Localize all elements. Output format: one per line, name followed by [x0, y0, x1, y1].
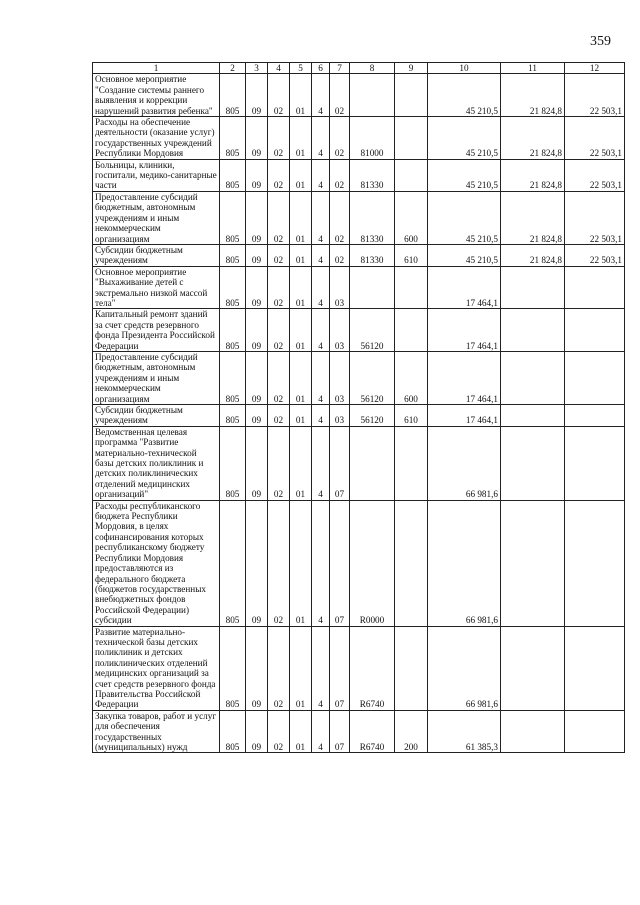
row-cell-c3: 09	[246, 405, 268, 427]
table-row	[93, 74, 625, 117]
row-cell-c12	[565, 405, 625, 427]
row-cell-c5: 01	[290, 500, 312, 626]
row-cell-c2: 805	[220, 159, 246, 191]
row-cell-c10: 17 464,1	[428, 405, 501, 427]
row-cell-c9: 200	[395, 710, 428, 753]
row-cell-c8: 81330	[350, 244, 395, 266]
row-cell-c3: 09	[246, 309, 268, 352]
row-cell-c8	[350, 74, 395, 117]
row-cell-c12	[565, 309, 625, 352]
row-name-cell: Предоставление субсидий бюджетным, автономным учреждениям и иным некоммерческим организациям	[93, 351, 220, 404]
row-cell-c12	[565, 426, 625, 500]
row-cell-c7: 07	[330, 426, 350, 500]
header-col-5: 5	[290, 63, 312, 74]
row-name-cell: Основное мероприятие "Создание системы раннего выявления и коррекции нарушений развития ребенка"	[93, 74, 220, 117]
row-cell-c11: 21 824,8	[501, 74, 565, 117]
header-col-10: 10	[428, 63, 501, 74]
row-cell-c9	[395, 266, 428, 309]
row-cell-c12	[565, 351, 625, 404]
row-cell-c5: 01	[290, 426, 312, 500]
row-cell-c3: 09	[246, 159, 268, 191]
row-cell-c5: 01	[290, 626, 312, 710]
row-name-cell: Предоставление субсидий бюджетным, автономным учреждениям и иным некоммерческим организациям	[93, 191, 220, 244]
row-cell-c10: 66 981,6	[428, 626, 501, 710]
row-cell-c9: 600	[395, 351, 428, 404]
row-cell-c12: 22 503,1	[565, 244, 625, 266]
row-cell-c6: 4	[312, 710, 330, 753]
table-row	[93, 191, 625, 244]
header-col-6: 6	[312, 63, 330, 74]
row-cell-c7: 02	[330, 74, 350, 117]
row-cell-c8: 81000	[350, 117, 395, 160]
row-cell-c2: 805	[220, 74, 246, 117]
row-cell-c8: 81330	[350, 159, 395, 191]
row-cell-c5: 01	[290, 309, 312, 352]
row-cell-c7: 03	[330, 266, 350, 309]
row-cell-c3: 09	[246, 351, 268, 404]
row-cell-c10: 61 385,3	[428, 710, 501, 753]
budget-table	[92, 62, 625, 753]
row-cell-c9	[395, 74, 428, 117]
row-cell-c8: R6740	[350, 710, 395, 753]
row-cell-c10: 45 210,5	[428, 244, 501, 266]
row-cell-c10: 45 210,5	[428, 74, 501, 117]
row-cell-c9: 610	[395, 244, 428, 266]
row-cell-c3: 09	[246, 626, 268, 710]
row-cell-c4: 02	[268, 626, 290, 710]
row-cell-c6: 4	[312, 74, 330, 117]
row-cell-c10: 66 981,6	[428, 426, 501, 500]
row-cell-c12	[565, 710, 625, 753]
row-cell-c7: 07	[330, 710, 350, 753]
row-cell-c10: 45 210,5	[428, 117, 501, 160]
row-cell-c5: 01	[290, 159, 312, 191]
row-cell-c4: 02	[268, 405, 290, 427]
row-cell-c12: 22 503,1	[565, 159, 625, 191]
row-cell-c6: 4	[312, 405, 330, 427]
row-cell-c2: 805	[220, 244, 246, 266]
row-cell-c9: 610	[395, 405, 428, 427]
row-name-cell: Субсидии бюджетным учреждениям	[93, 244, 220, 266]
row-cell-c3: 09	[246, 500, 268, 626]
row-cell-c12	[565, 626, 625, 710]
row-cell-c8: 56120	[350, 309, 395, 352]
row-cell-c4: 02	[268, 191, 290, 244]
row-cell-c8: 56120	[350, 351, 395, 404]
row-cell-c7: 03	[330, 309, 350, 352]
row-cell-c6: 4	[312, 500, 330, 626]
row-cell-c6: 4	[312, 117, 330, 160]
row-cell-c8: 81330	[350, 191, 395, 244]
row-cell-c12: 22 503,1	[565, 74, 625, 117]
row-cell-c4: 02	[268, 426, 290, 500]
row-cell-c6: 4	[312, 351, 330, 404]
row-cell-c4: 02	[268, 309, 290, 352]
row-cell-c10: 17 464,1	[428, 309, 501, 352]
row-cell-c10: 17 464,1	[428, 351, 501, 404]
row-cell-c4: 02	[268, 74, 290, 117]
table-row	[93, 244, 625, 266]
table-row	[93, 351, 625, 404]
row-cell-c11	[501, 500, 565, 626]
row-cell-c10: 45 210,5	[428, 191, 501, 244]
row-cell-c8: R6740	[350, 626, 395, 710]
row-name-cell: Развитие материально-технической базы детских поликлиник и детских поликлинических отделений медицинских организаций за счет средств резервного фонда Правительства Российской Федерации	[93, 626, 220, 710]
row-cell-c11	[501, 351, 565, 404]
row-cell-c3: 09	[246, 426, 268, 500]
row-cell-c12	[565, 500, 625, 626]
row-cell-c6: 4	[312, 191, 330, 244]
row-cell-c2: 805	[220, 710, 246, 753]
row-cell-c9	[395, 159, 428, 191]
row-cell-c5: 01	[290, 74, 312, 117]
row-cell-c10: 17 464,1	[428, 266, 501, 309]
row-cell-c8: 56120	[350, 405, 395, 427]
row-cell-c7: 02	[330, 117, 350, 160]
row-cell-c5: 01	[290, 117, 312, 160]
row-cell-c2: 805	[220, 500, 246, 626]
row-name-cell: Больницы, клиники, госпитали, медико-санитарные части	[93, 159, 220, 191]
table-row	[93, 159, 625, 191]
row-cell-c11: 21 824,8	[501, 191, 565, 244]
row-name-cell: Закупка товаров, работ и услуг для обеспечения государственных (муниципальных) нужд	[93, 710, 220, 753]
row-name-cell: Ведомственная целевая программа "Развитие материально-технической базы детских поликлиник и детских поликлинических отделений медицинских организаций"	[93, 426, 220, 500]
row-cell-c5: 01	[290, 351, 312, 404]
row-cell-c2: 805	[220, 405, 246, 427]
row-cell-c12: 22 503,1	[565, 191, 625, 244]
row-cell-c3: 09	[246, 191, 268, 244]
row-cell-c6: 4	[312, 159, 330, 191]
row-cell-c10: 45 210,5	[428, 159, 501, 191]
row-cell-c8: R0000	[350, 500, 395, 626]
table-row	[93, 626, 625, 710]
row-cell-c5: 01	[290, 191, 312, 244]
row-cell-c7: 03	[330, 405, 350, 427]
row-name-cell: Капитальный ремонт зданий за счет средств резервного фонда Президента Российской Федерации	[93, 309, 220, 352]
page-number: 359	[590, 34, 611, 49]
header-col-1: 1	[93, 63, 220, 74]
header-col-3: 3	[246, 63, 268, 74]
header-col-4: 4	[268, 63, 290, 74]
row-name-cell: Расходы на обеспечение деятельности (оказание услуг) государственных учреждений Республики Мордовия	[93, 117, 220, 160]
row-cell-c9	[395, 426, 428, 500]
row-cell-c9: 600	[395, 191, 428, 244]
row-cell-c5: 01	[290, 244, 312, 266]
row-cell-c3: 09	[246, 74, 268, 117]
row-cell-c5: 01	[290, 266, 312, 309]
row-cell-c9	[395, 309, 428, 352]
row-cell-c7: 02	[330, 244, 350, 266]
row-cell-c6: 4	[312, 309, 330, 352]
row-cell-c5: 01	[290, 710, 312, 753]
table-row	[93, 266, 625, 309]
table-row	[93, 405, 625, 427]
row-cell-c9	[395, 117, 428, 160]
row-cell-c11: 21 824,8	[501, 244, 565, 266]
header-col-2: 2	[220, 63, 246, 74]
row-cell-c11	[501, 626, 565, 710]
row-cell-c4: 02	[268, 244, 290, 266]
row-cell-c9	[395, 626, 428, 710]
row-cell-c3: 09	[246, 244, 268, 266]
table-row	[93, 309, 625, 352]
table-row	[93, 117, 625, 160]
row-cell-c2: 805	[220, 626, 246, 710]
row-cell-c11	[501, 405, 565, 427]
table-row	[93, 426, 625, 500]
row-cell-c5: 01	[290, 405, 312, 427]
row-cell-c6: 4	[312, 266, 330, 309]
row-cell-c7: 07	[330, 626, 350, 710]
row-cell-c11	[501, 309, 565, 352]
row-cell-c8	[350, 426, 395, 500]
row-cell-c8	[350, 266, 395, 309]
row-cell-c12	[565, 266, 625, 309]
row-cell-c4: 02	[268, 117, 290, 160]
row-cell-c4: 02	[268, 159, 290, 191]
row-cell-c12: 22 503,1	[565, 117, 625, 160]
row-cell-c2: 805	[220, 351, 246, 404]
row-cell-c4: 02	[268, 351, 290, 404]
table-row	[93, 500, 625, 626]
row-cell-c11: 21 824,8	[501, 159, 565, 191]
row-cell-c4: 02	[268, 710, 290, 753]
row-name-cell: Расходы республиканского бюджета Республики Мордовия, в целях софинансирования которых республиканскому бюджету Республики Мордовия предоставляются из федерального бюджета (бюджетов государственных внебюджетных фондов Российской Федерации) субсидии	[93, 500, 220, 626]
row-cell-c11: 21 824,8	[501, 117, 565, 160]
row-cell-c4: 02	[268, 266, 290, 309]
row-name-cell: Основное мероприятие "Выхаживание детей с экстремально низкой массой тела"	[93, 266, 220, 309]
row-cell-c2: 805	[220, 117, 246, 160]
row-cell-c4: 02	[268, 500, 290, 626]
row-cell-c11	[501, 426, 565, 500]
header-col-7: 7	[330, 63, 350, 74]
row-cell-c7: 02	[330, 159, 350, 191]
header-col-12: 12	[565, 63, 625, 74]
row-cell-c3: 09	[246, 710, 268, 753]
row-cell-c2: 805	[220, 191, 246, 244]
row-cell-c11	[501, 266, 565, 309]
header-col-9: 9	[395, 63, 428, 74]
header-col-11: 11	[501, 63, 565, 74]
row-cell-c2: 805	[220, 309, 246, 352]
row-cell-c7: 03	[330, 351, 350, 404]
row-cell-c9	[395, 500, 428, 626]
row-cell-c11	[501, 710, 565, 753]
row-cell-c7: 02	[330, 191, 350, 244]
row-cell-c6: 4	[312, 426, 330, 500]
row-cell-c3: 09	[246, 117, 268, 160]
table-row	[93, 710, 625, 753]
row-cell-c10: 66 981,6	[428, 500, 501, 626]
header-col-8: 8	[350, 63, 395, 74]
table-header-row	[93, 63, 625, 74]
row-name-cell: Субсидии бюджетным учреждениям	[93, 405, 220, 427]
row-cell-c7: 07	[330, 500, 350, 626]
row-cell-c3: 09	[246, 266, 268, 309]
row-cell-c6: 4	[312, 244, 330, 266]
row-cell-c2: 805	[220, 266, 246, 309]
row-cell-c6: 4	[312, 626, 330, 710]
row-cell-c2: 805	[220, 426, 246, 500]
